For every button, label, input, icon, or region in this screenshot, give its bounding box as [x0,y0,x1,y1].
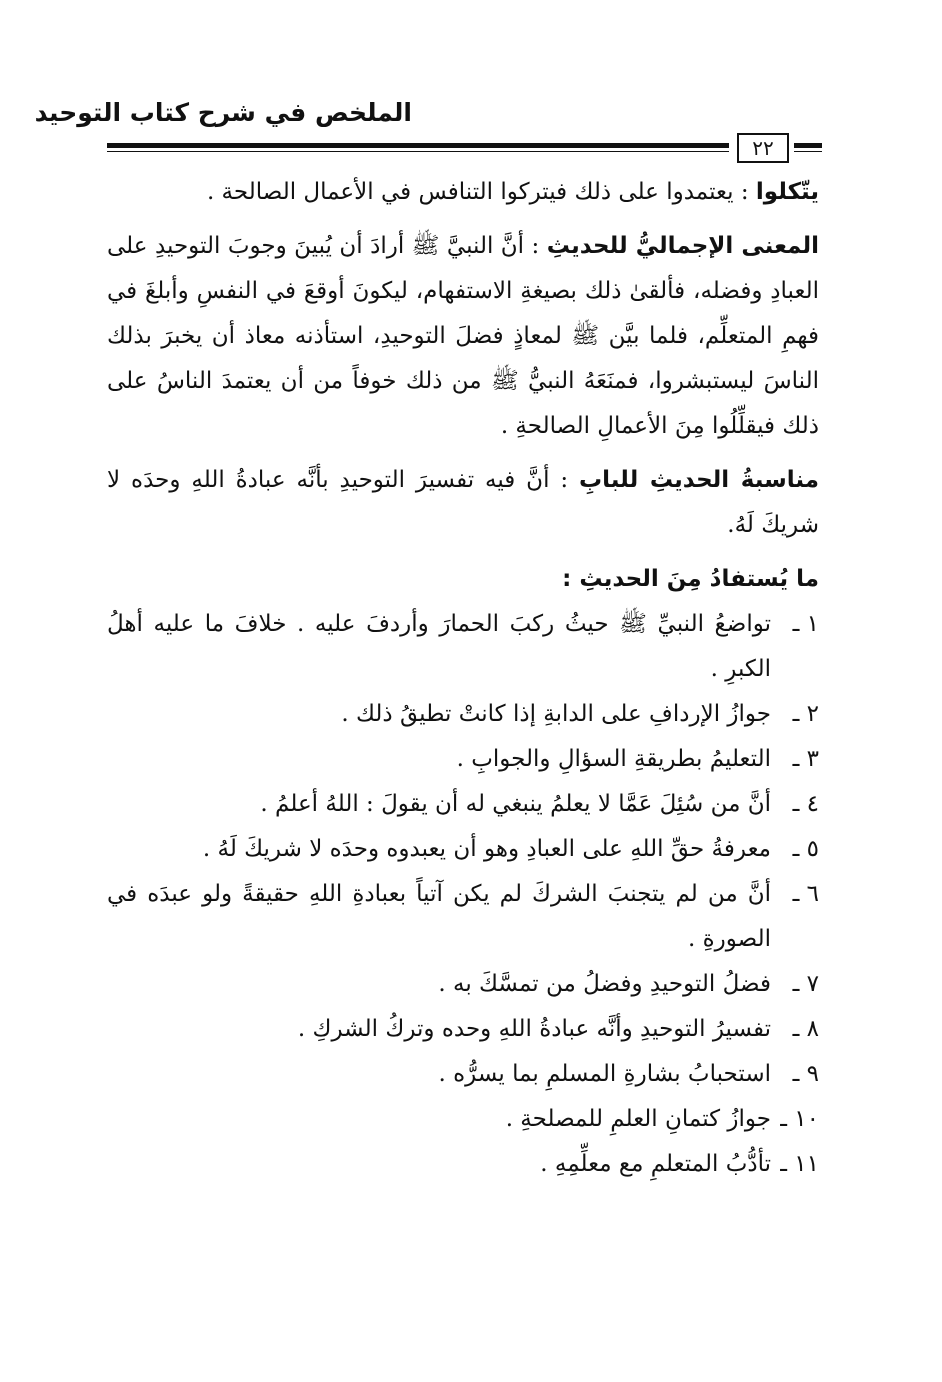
body-text [107,170,819,1187]
relevance-paragraph [107,458,819,548]
item-text: تفسيرُ التوحيدِ وأنَّه عبادةُ اللهِ وحده وتركُ الشركِ . [297,1016,771,1042]
item-number: ٣ ـ [792,746,819,772]
general-meaning-text: : أنَّ النبيَّ ﷺ أرادَ أن يُبينَ وجوبَ التوحيدِ على العبادِ وفضله، فألقىٰ ذلك بصيغةِ الاستفهام، ليكونَ أوقعَ في النفسِ وأبلغَ في فهمِ المتعلِّم، فلما بيَّن ﷺ لمعاذٍ فضلَ التوحيدِ، استأذنه معاذ أن يخبرَ بذلك الناسَ ليستبشروا، فمنَعَهُ النبيُّ ﷺ من ذلك خوفاً من أن يعتمدَ الناسُ على ذلك فيقلِّلُوا مِنَ الأعمالِ الصالحةِ . [107,233,819,439]
item-number: ٧ ـ [792,971,819,997]
intro-term: يتّكلوا [755,179,819,205]
intro-text: : يعتمدوا على ذلك فيتركوا التنافس في الأعمال الصالحة . [206,179,749,205]
item-number: ٦ ـ [792,881,819,907]
list-item [107,827,819,872]
list-item [107,737,819,782]
list-item [107,1007,819,1052]
general-meaning-heading: المعنى الإجماليُّ للحديثِ [546,233,819,259]
item-number: ١ ـ [792,611,819,637]
item-number: ١١ ـ [780,1151,819,1177]
item-text: أنَّ من سُئِلَ عَمَّا لا يعلمُ ينبغي له أن يقولَ : اللهُ أعلمُ . [260,791,771,817]
item-number: ٢ ـ [792,701,819,727]
item-text: تأدُّبُ المتعلمِ مع معلِّمِهِ . [540,1151,771,1177]
list-item [107,872,819,962]
item-text: أنَّ من لم يتجنبَ الشركَ لم يكن آتياً بعبادةِ اللهِ حقيقةً ولو عبدَه في الصورةِ . [107,881,771,952]
list-item [107,1142,819,1187]
item-text: معرفةُ حقِّ اللهِ على العبادِ وهو أن يعبدوه وحدَه لا شريكَ لَهُ . [202,836,771,862]
item-text: التعليمُ بطريقةِ السؤالِ والجوابِ . [456,746,771,772]
item-number: ٥ ـ [792,836,819,862]
relevance-heading: مناسبةُ الحديثِ للبابِ [579,467,820,493]
list-item [107,782,819,827]
header-rule-thin [107,151,729,152]
item-number: ٩ ـ [792,1061,819,1087]
item-text: جوازُ الإردافِ على الدابةِ إذا كانتْ تطيقُ ذلك . [341,701,771,727]
running-title: الملخص في شرح كتاب التوحيد [34,98,412,127]
header-rule-right [794,143,822,148]
item-text: جوازُ كتمانِ العلمِ للمصلحةِ . [505,1106,771,1132]
item-text: تواضعُ النبيِّ ﷺ حيثُ ركبَ الحمارَ وأردفَ عليه . خلافَ ما عليه أهلُ الكبرِ . [107,611,771,682]
benefits-list [107,602,819,1187]
general-meaning-paragraph [107,224,819,449]
page-number: ٢٢ [737,133,789,163]
relevance-text: : أنَّ فيه تفسيرَ التوحيدِ بأنَّه عبادةُ اللهِ وحدَه لا شريكَ لَهُ. [107,467,819,538]
list-item [107,962,819,1007]
intro-paragraph [107,170,819,215]
list-item [107,692,819,737]
benefits-heading: ما يُستفادُ مِنَ الحديثِ : [562,566,819,592]
list-item [107,602,819,692]
item-text: استحبابُ بشارةِ المسلمِ بما يسرُّه . [438,1061,771,1087]
list-item [107,1052,819,1097]
header-rule-right-thin [794,151,822,152]
header-rule [107,143,729,148]
list-item [107,1097,819,1142]
item-number: ٨ ـ [792,1016,819,1042]
item-number: ١٠ ـ [780,1106,819,1132]
item-number: ٤ ـ [792,791,819,817]
item-text: فضلُ التوحيدِ وفضلُ من تمسَّكَ به . [438,971,771,997]
